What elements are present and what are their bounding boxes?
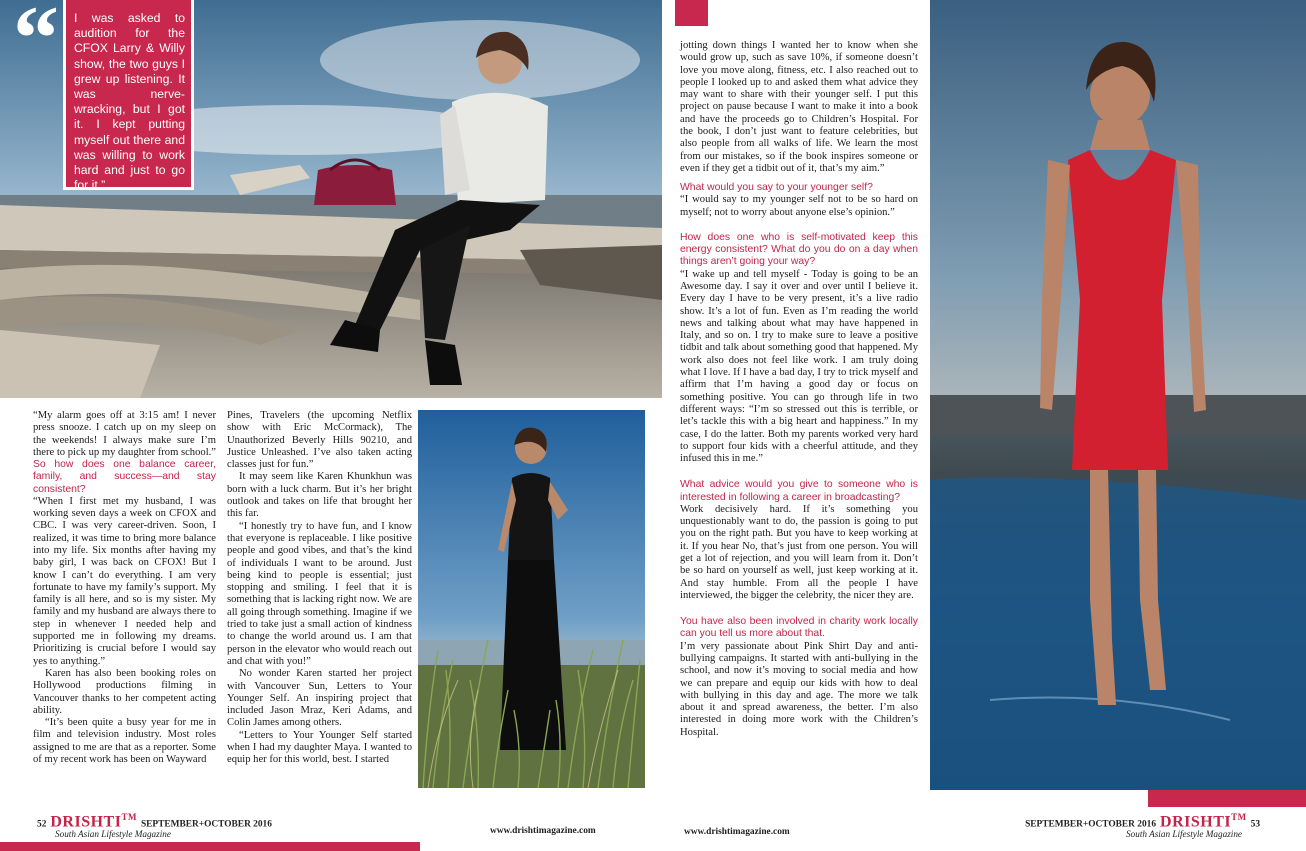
paragraph: “It’s been quite a busy year for me in film and television industry. Most roles assigned to me are that as a reporter. Some of my recent work has been on Wayward xyxy=(33,717,216,766)
question-heading: So how does one balance career, family, and success—and stay consistent? xyxy=(33,459,216,495)
footer-right xyxy=(1000,812,1260,839)
paragraph: “I wake up and tell myself - Today is going to be an Awesome day. I say it over and over until I believe it. Every day I have to be very present, it’s a live radio show. It’s a lot of fun. Even as I’m reading the world news and talking about what may have happened in Italy, and so on. I try to make sure to leave a positive tidbit and talk about something good that happened. My work also does not feel like work. I am truly doing what I love. If I have a bad day, I try to trick myself and affirm that I’m having a good day or focus on something positive. You can go through life in two different ways: “I’m so stressed out this is terrible, or let’s tackle this with a big heart and happiness.” In my case, I do the latter. Both my parents worked very hard to support four kids with a cheerful attitude, and they infused this in me.” xyxy=(680,268,918,465)
question-heading: How does one who is self-motivated keep this energy consistent? What do you do on a day when things aren’t going your way? xyxy=(680,232,918,268)
brand-logo: DRISHTI xyxy=(50,813,122,831)
trademark: TM xyxy=(121,812,137,822)
paragraph: jotting down things I wanted her to know when she would grow up, such as save 10%, if someone doesn’t love you move along, fitness, etc. I also reached out to people I looked up to and asked them what advice they may want to share with their younger self. I put this project on pause because I want to make it into a book and have the proceeds go to Children’s Hospital. For the book, I don’t just want to feature celebrities, but also people from all walks of life. We learn the most from our mistakes, so if the book inspires someone or even if they get a tidbit out of it, that’s my aim.” xyxy=(680,40,918,174)
paragraph: “Letters to Your Younger Self started when I had my daughter Maya. I wanted to equip her for this world, best. I started xyxy=(227,729,412,766)
paragraph: “My alarm goes off at 3:15 am! I never press snooze. I catch up on my sleep on the weekends! I always make sure I’m there to pick up my daughter from school.” xyxy=(33,410,216,458)
footer-right-bar xyxy=(1148,790,1306,807)
article-column-2 xyxy=(227,410,412,767)
pull-quote-text: I was asked to audition for the CFOX Larry & Willy show, the two guys I grew up listening. It was nerve-wracking, but I got it. I kept putting myself out there and was willing to work hard and just to go for it.” xyxy=(74,11,185,193)
brand-logo: DRISHTI xyxy=(1160,813,1232,831)
website-url[interactable]: www.drishtimagazine.com xyxy=(490,826,596,836)
footer-left-bar xyxy=(0,842,420,851)
question-heading: What advice would you give to someone who is interested in following a career in broadcasting? xyxy=(680,479,918,503)
article-column-3 xyxy=(680,40,918,739)
shoreline-photo xyxy=(930,0,1306,790)
paragraph: “When I first met my husband, I was working seven days a week on CFOX and CBC. I was very career-driven. Soon, I realized, it was time to bring more balance into my life. Six months after having my baby girl, I was back on CFOX! But I know I can’t do everything. I am very fortunate to have my family’s support. My family is all here, and so is my sister. My family and my husband are always there to step in whenever I needed help and supported me in following my dreams. Prioritizing is crucial before I would say yes to anything.” xyxy=(33,495,216,667)
paragraph: I’m very passionate about Pink Shirt Day and anti-bullying campaigns. It started with anti-bullying in the school, and now it’s moving to social media and how we can prepare and equip our kids with how to deal with bullying in this day and age. The more we talk about it and spread awareness, the better. I’m also interested in doing more work with the Children’s Hospital. xyxy=(680,640,918,738)
tagline: South Asian Lifestyle Magazine xyxy=(55,829,171,840)
trademark: TM xyxy=(1231,812,1247,822)
paragraph: Karen has also been booking roles on Hollywood productions filming in Vancouver thanks to her competent acting ability. xyxy=(33,667,216,716)
issue-date: SEPTEMBER+OCTOBER 2016 xyxy=(1025,819,1157,830)
question-heading: What would you say to your younger self? xyxy=(680,182,873,194)
grass-photo xyxy=(418,410,645,788)
quote-mark-icon: “ xyxy=(13,0,59,89)
paragraph: Work decisively hard. If it’s something you unquestionably want to do, the passion is going to put you on the right path. But you have to keep working at it. If you hear No, that’s just from one person. You will get a lot of rejection, and you will learn from it. Don’t be so hard on yourself as well, just keep working at it. And stay humble. From all the people I have interviewed, the bigger the celebrity, the nicer they are. xyxy=(680,503,918,601)
footer-left xyxy=(37,812,297,839)
page-number: 53 xyxy=(1250,819,1260,830)
pull-quote xyxy=(63,0,194,193)
paragraph: It may seem like Karen Khunkhun was born with a luck charm. But it’s her bright outlook and takes on life that brought her this far. xyxy=(227,471,412,520)
paragraph: Pines, Travelers (the upcoming Netflix show with Eric McCormack), The Unauthorized Beverly Hills 90210, and Justice Unleashed. I’ve also taken acting classes just for fun.” xyxy=(227,410,412,471)
page-tab-accent xyxy=(675,0,708,26)
website-url[interactable]: www.drishtimagazine.com xyxy=(684,827,790,837)
paragraph: No wonder Karen started her project with Vancouver Sun, Letters to Your Younger Self. An inspiring project that included Jason Mraz, Keri Adams, and Colin James among others. xyxy=(227,668,412,729)
issue-date: SEPTEMBER+OCTOBER 2016 xyxy=(140,819,272,830)
paragraph: “I honestly try to have fun, and I know that everyone is replaceable. I like positive people and good vibes, and that’s the kind of individuals I want to be around. Just being kind to people is essential; just stopping and smiling. I feel that it is something that is lacking right now. We are all going through something. Imagine if we tried to take just a small action of kindness to change the world around us. I am that person in the elevator who would reach out and chat with you!” xyxy=(227,520,412,667)
tagline: South Asian Lifestyle Magazine xyxy=(1126,829,1242,840)
article-column-1 xyxy=(33,410,216,766)
paragraph: “I would say to my younger self not to be so hard on myself; not to worry about anyone else’s opinion.” xyxy=(680,194,918,218)
question-heading: You have also been involved in charity work locally can you tell us more about that. xyxy=(680,616,918,640)
page-number: 52 xyxy=(37,819,47,830)
